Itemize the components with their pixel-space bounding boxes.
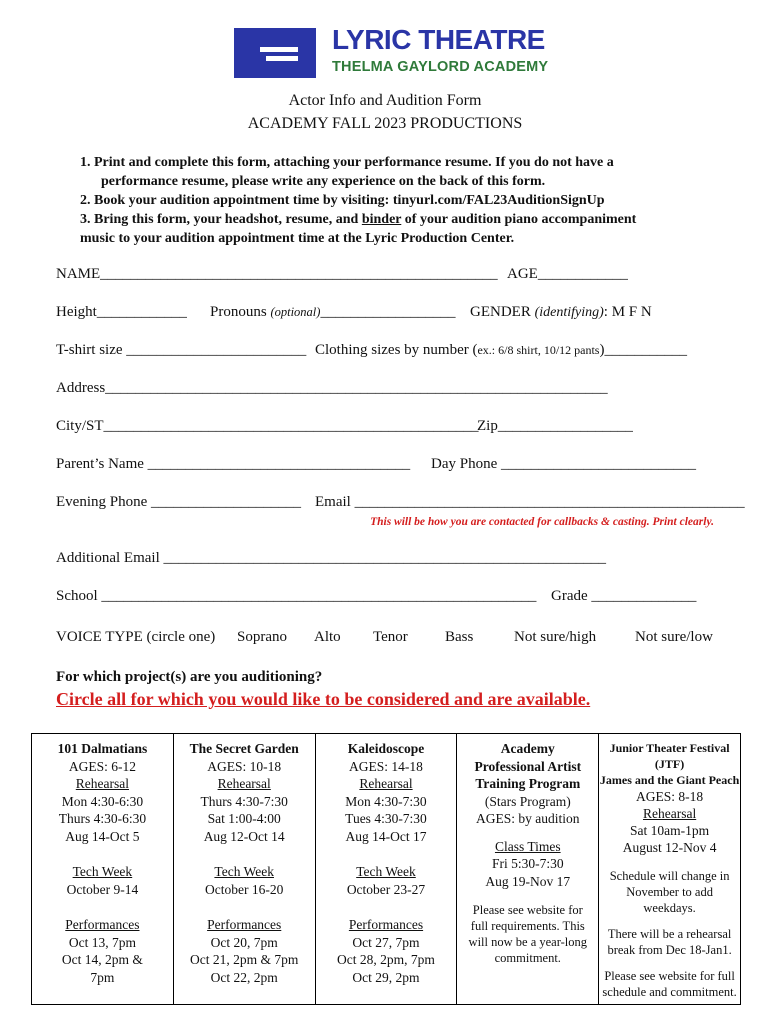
- rehearsal-line: Tues 4:30-7:30: [345, 811, 427, 826]
- performance-line: Oct 20, 7pm: [210, 934, 278, 950]
- performances-label: Performances: [207, 917, 282, 932]
- clothing-field[interactable]: [315, 342, 687, 359]
- projects-question: For which project(s) are you auditioning?: [56, 669, 323, 685]
- rehearsal-line: Sat 1:00-4:00: [207, 811, 281, 826]
- pronouns-field[interactable]: [210, 304, 455, 321]
- address-field[interactable]: Address___________________________________________________________________: [56, 380, 608, 396]
- name-field[interactable]: NAME_____________________________________________________: [56, 266, 498, 282]
- evening-phone-field[interactable]: Evening Phone ____________________: [56, 494, 301, 510]
- pronouns-line: __________________: [320, 304, 456, 320]
- tech-week-dates: October 23-27: [346, 881, 426, 897]
- instruction-1: 1. Print and complete this form, attaching your performance resume. If you do not have a: [80, 155, 614, 170]
- rehearsal-line: Aug 14-Oct 17: [345, 828, 427, 844]
- jtf-note-line: There will be a rehearsal: [607, 927, 732, 941]
- city-field[interactable]: City/ST__________________________________________________: [56, 418, 479, 434]
- performance-line: Oct 14, 2pm &: [61, 952, 143, 967]
- voice-option-soprano[interactable]: Soprano: [237, 629, 287, 645]
- gender-label: GENDER: [470, 304, 531, 320]
- performances-label: Performances: [65, 917, 140, 932]
- additional-email-field[interactable]: Additional Email ___________________________________________________________: [56, 550, 606, 566]
- academy-note-line: full requirements. This: [470, 919, 585, 933]
- rehearsal-line: Mon 4:30-6:30: [61, 793, 144, 809]
- jtf-note-line: Please see website for full: [604, 969, 735, 983]
- gender-field[interactable]: [470, 304, 652, 321]
- project-name-line: (JTF): [654, 757, 685, 771]
- rehearsal-line: Aug 12-Oct 14: [203, 828, 285, 844]
- performances-label: Performances: [348, 917, 424, 932]
- performance-line: Oct 22, 2pm: [210, 969, 278, 985]
- class-times-line: Fri 5:30-7:30: [491, 856, 564, 871]
- day-phone-field[interactable]: Day Phone __________________________: [431, 456, 696, 472]
- project-name: 101 Dalmatians: [57, 741, 148, 756]
- project-name-line: Professional Artist: [474, 758, 582, 774]
- project-name-line: James and the Giant Peach: [599, 773, 740, 787]
- project-secret-garden[interactable]: [174, 734, 316, 1004]
- gender-options: : M F N: [603, 304, 652, 320]
- performance-line: Oct 28, 2pm, 7pm: [337, 952, 435, 967]
- tech-week-dates: October 9-14: [66, 881, 139, 897]
- tech-week-dates: October 16-20: [205, 881, 284, 897]
- project-ages: AGES: 8-18: [636, 789, 704, 804]
- rehearsal-line: Thurs 4:30-7:30: [200, 793, 288, 809]
- tech-week-label: Tech Week: [214, 864, 274, 879]
- projects-table: [31, 733, 741, 1005]
- performance-line: Oct 29, 2pm: [352, 969, 420, 985]
- jtf-note-line: break from Dec 18-Jan1.: [607, 943, 732, 957]
- clothing-line: )___________: [599, 342, 687, 358]
- lyric-theatre-logo: [234, 24, 549, 82]
- rehearsal-label: Rehearsal: [642, 806, 697, 821]
- project-name: Kaleidoscope: [347, 741, 425, 756]
- school-field[interactable]: School __________________________________________________________: [56, 588, 537, 604]
- jtf-note-line: schedule and commitment.: [602, 985, 737, 999]
- project-ages: AGES: 10-18: [207, 758, 282, 774]
- jtf-note-line: Schedule will change in: [609, 869, 730, 883]
- rehearsal-line: Aug 14-Oct 5: [65, 828, 140, 844]
- instruction-3: 3. Bring this form, your headshot, resume, and binder of your audition piano accompaniment: [80, 212, 637, 227]
- rehearsal-label: Rehearsal: [359, 776, 413, 791]
- clothing-label: Clothing sizes by number (: [315, 342, 478, 358]
- rehearsal-line: Mon 4:30-7:30: [345, 793, 427, 809]
- project-academy-training[interactable]: [457, 734, 599, 1004]
- form-subtitle: ACADEMY FALL 2023 PRODUCTIONS: [247, 115, 523, 132]
- email-field[interactable]: Email ____________________________________________________: [315, 494, 745, 510]
- voice-type-label: VOICE TYPE (circle one): [56, 629, 216, 645]
- pronouns-note: (optional): [270, 305, 321, 319]
- jtf-note-line: November to add weekdays.: [626, 885, 713, 915]
- rehearsal-label: Rehearsal: [75, 776, 130, 791]
- height-field[interactable]: Height____________: [56, 304, 187, 320]
- rehearsal-line: Thurs 4:30-6:30: [58, 811, 147, 826]
- email-note: This will be how you are contacted for callbacks & casting. Print clearly.: [370, 516, 714, 528]
- class-times-label: Class Times: [494, 838, 561, 854]
- voice-option-bass[interactable]: Bass: [445, 629, 474, 645]
- performance-line: Oct 21, 2pm & 7pm: [190, 952, 299, 967]
- project-ages: AGES: 14-18: [349, 758, 423, 774]
- project-name-line: Academy: [500, 741, 555, 756]
- program-subtitle: (Stars Program): [484, 793, 571, 809]
- academy-note-line: commitment.: [494, 951, 561, 965]
- academy-note-line: will now be a year-long: [468, 935, 588, 949]
- project-101-dalmatians[interactable]: [32, 734, 174, 1004]
- instruction-3-cont: music to your audition appointment time at the Lyric Production Center.: [80, 231, 515, 246]
- age-field[interactable]: AGE____________: [507, 266, 628, 282]
- parent-name-field[interactable]: Parent’s Name ___________________________________: [56, 456, 411, 472]
- rehearsal-line: Sat 10am-1pm: [630, 823, 710, 838]
- ticket-icon: [234, 28, 316, 78]
- voice-option-tenor[interactable]: Tenor: [373, 629, 408, 645]
- rehearsal-line: August 12-Nov 4: [622, 840, 717, 855]
- zip-field[interactable]: Zip__________________: [477, 418, 633, 434]
- academy-note-line: Please see website for: [472, 903, 583, 917]
- tech-week-label: Tech Week: [356, 864, 416, 879]
- rehearsal-label: Rehearsal: [217, 776, 271, 791]
- projects-instruction: Circle all for which you would like to be considered and are available.: [56, 689, 591, 709]
- voice-option-alto[interactable]: Alto: [314, 629, 341, 645]
- tech-week-label: Tech Week: [72, 864, 133, 879]
- voice-option-not-sure-high[interactable]: Not sure/high: [514, 629, 597, 645]
- project-name-line: Junior Theater Festival: [609, 741, 730, 755]
- performance-line: 7pm: [90, 969, 115, 985]
- pronouns-label: Pronouns: [210, 304, 267, 320]
- logo-title: LYRIC THEATRE: [332, 24, 545, 55]
- tshirt-field[interactable]: T-shirt size ________________________: [56, 342, 307, 358]
- project-junior-theater-festival[interactable]: [599, 734, 740, 1004]
- performance-line: Oct 13, 7pm: [68, 934, 136, 950]
- instruction-1-cont: performance resume, please write any experience on the back of this form.: [101, 174, 546, 189]
- voice-option-not-sure-low[interactable]: Not sure/low: [635, 629, 713, 645]
- clothing-note: ex.: 6/8 shirt, 10/12 pants: [477, 343, 600, 357]
- project-ages: AGES: by audition: [476, 811, 580, 826]
- performance-line: Oct 27, 7pm: [352, 934, 420, 950]
- instruction-2: 2. Book your audition appointment time by visiting: tinyurl.com/FAL23AuditionSignUp: [80, 193, 605, 208]
- project-ages: AGES: 6-12: [68, 758, 136, 774]
- project-kaleidoscope[interactable]: [316, 734, 458, 1004]
- form-title: Actor Info and Audition Form: [288, 92, 482, 109]
- project-name-line: Training Program: [475, 776, 581, 791]
- class-times-line: Aug 19-Nov 17: [485, 873, 571, 889]
- logo-subtitle: THELMA GAYLORD ACADEMY: [332, 59, 549, 75]
- project-name: The Secret Garden: [189, 741, 299, 756]
- gender-note: (identifying): [534, 305, 604, 320]
- grade-field[interactable]: Grade ______________: [551, 588, 697, 604]
